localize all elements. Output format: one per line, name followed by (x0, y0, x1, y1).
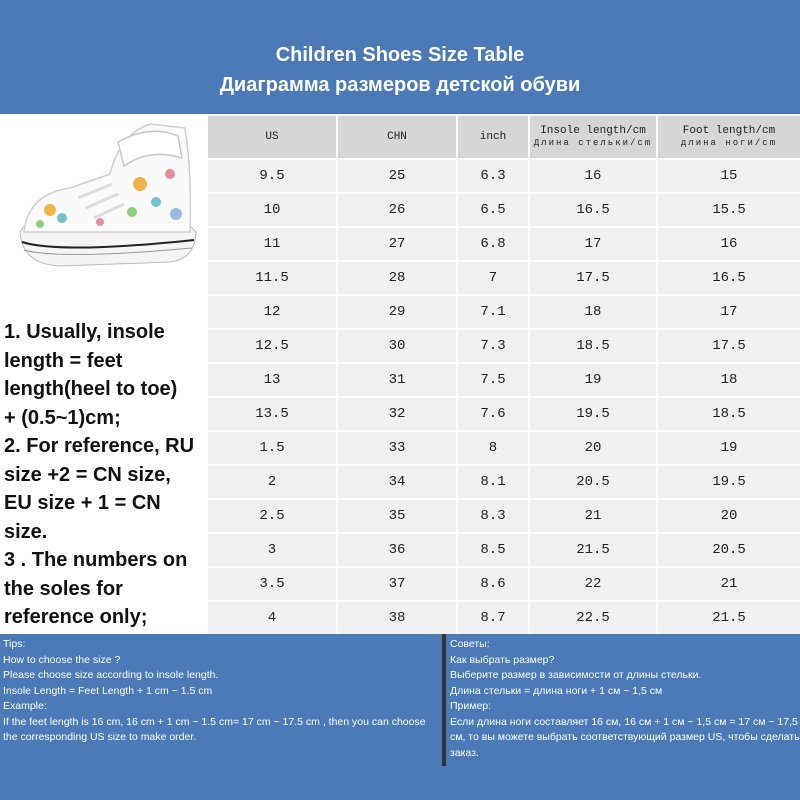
cell-us: 1.5 (207, 431, 337, 465)
header-inch: inch (457, 115, 529, 159)
cell-chn: 27 (337, 227, 457, 261)
table-row (207, 193, 800, 227)
cell-inch: 7.1 (457, 295, 529, 329)
cell-foot-length: 15 (657, 159, 800, 193)
cell-us: 13 (207, 363, 337, 397)
note-line: length(heel to toe) (4, 378, 178, 400)
table-row (207, 499, 800, 533)
cell-us: 10 (207, 193, 337, 227)
cell-us: 12 (207, 295, 337, 329)
cell-insole-length: 20 (529, 431, 657, 465)
header-insole-length: Insole length/cm Длина стельки/cm (529, 115, 657, 159)
cell-foot-length: 18 (657, 363, 800, 397)
table-row (207, 227, 800, 261)
cell-foot-length: 20.5 (657, 533, 800, 567)
cell-chn: 36 (337, 533, 457, 567)
cell-insole-length: 16.5 (529, 193, 657, 227)
size-table (206, 114, 800, 636)
cell-foot-length: 19.5 (657, 465, 800, 499)
cell-inch: 6.8 (457, 227, 529, 261)
table-row (207, 601, 800, 635)
header-banner (0, 0, 800, 114)
left-panel (0, 114, 206, 634)
note-line: length = feet (4, 349, 123, 372)
cell-insole-length: 19.5 (529, 397, 657, 431)
notes-text (4, 318, 204, 632)
cell-inch: 8.1 (457, 465, 529, 499)
cell-inch: 6.3 (457, 159, 529, 193)
cell-insole-length: 17 (529, 227, 657, 261)
tip-line: How to choose the size ? (3, 653, 121, 666)
tip-line: If the feet length is 16 cm, 16 cm + 1 cm ~ 1.5 cm= 17 cm ~ 17.5 cm , then you can choose the corresponding US size to make order. (3, 715, 426, 743)
cell-foot-length: 18.5 (657, 397, 800, 431)
table-row (207, 431, 800, 465)
cell-foot-length: 17.5 (657, 329, 800, 363)
cell-inch: 7.5 (457, 363, 529, 397)
cell-inch: 8.7 (457, 601, 529, 635)
cell-chn: 32 (337, 397, 457, 431)
header-chn: CHN (337, 115, 457, 159)
cell-us: 3 (207, 533, 337, 567)
cell-insole-length: 18.5 (529, 329, 657, 363)
cell-chn: 26 (337, 193, 457, 227)
title-russian: Диаграмма размеров детской обуви (219, 74, 581, 96)
table-row (207, 567, 800, 601)
table-row (207, 295, 800, 329)
cell-chn: 35 (337, 499, 457, 533)
cell-us: 3.5 (207, 567, 337, 601)
cell-chn: 34 (337, 465, 457, 499)
tips-russian (446, 634, 800, 800)
table-row (207, 261, 800, 295)
tip-line: Insole Length = Feet Length + 1 cm ~ 1.5 cm (3, 684, 213, 697)
cell-inch: 8.6 (457, 567, 529, 601)
cell-foot-length: 17 (657, 295, 800, 329)
tip-line: Example: (3, 700, 47, 712)
tip-line: Длина стельки = длина ноги + 1 см ~ 1,5 см (450, 684, 663, 697)
cell-foot-length: 16 (657, 227, 800, 261)
cell-inch: 6.5 (457, 193, 529, 227)
cell-inch: 7.6 (457, 397, 529, 431)
cell-foot-length: 19 (657, 431, 800, 465)
cell-us: 11 (207, 227, 337, 261)
cell-us: 2.5 (207, 499, 337, 533)
cell-chn: 37 (337, 567, 457, 601)
note-line: the soles for (4, 577, 123, 600)
size-table-container (206, 114, 800, 634)
cell-chn: 30 (337, 329, 457, 363)
cell-us: 12.5 (207, 329, 337, 363)
tip-line: Please choose size according to insole length. (3, 669, 219, 681)
sneaker-image (0, 114, 206, 304)
table-row (207, 329, 800, 363)
table-row (207, 533, 800, 567)
note-line: EU size + 1 = CN (4, 492, 161, 514)
cell-insole-length: 20.5 (529, 465, 657, 499)
cell-inch: 8.5 (457, 533, 529, 567)
header-us: US (207, 115, 337, 159)
tip-line: Пример: (450, 700, 492, 712)
table-header-row (207, 115, 800, 159)
tip-line: Если длина ноги составляет 16 см, 16 см + 1 см ~ 1,5 см = 17 см ~ 17,5 см, то вы можете выбрать соответствующий размер US, чтобы сделать заказ. (450, 715, 800, 759)
table-row (207, 397, 800, 431)
cell-inch: 7 (457, 261, 529, 295)
tip-line: Tips: (3, 638, 26, 650)
cell-insole-length: 19 (529, 363, 657, 397)
cell-inch: 7.3 (457, 329, 529, 363)
note-line: 1. Usually, insole (4, 321, 165, 343)
header-foot-length: Foot length/cm длина ноги/cm (657, 115, 800, 159)
note-line: + (0.5~1)cm; (4, 406, 121, 429)
cell-us: 13.5 (207, 397, 337, 431)
cell-insole-length: 22 (529, 567, 657, 601)
tips-english (0, 634, 442, 800)
cell-us: 4 (207, 601, 337, 635)
cell-chn: 31 (337, 363, 457, 397)
cell-chn: 25 (337, 159, 457, 193)
note-line: 2. For reference, RU (4, 435, 195, 457)
cell-inch: 8 (457, 431, 529, 465)
cell-foot-length: 15.5 (657, 193, 800, 227)
cell-us: 9.5 (207, 159, 337, 193)
cell-insole-length: 21.5 (529, 533, 657, 567)
cell-foot-length: 21 (657, 567, 800, 601)
cell-chn: 28 (337, 261, 457, 295)
cell-inch: 8.3 (457, 499, 529, 533)
tip-line: Выберите размер в зависимости от длины стельки. (450, 669, 702, 681)
note-line: 3 . The numbers on (4, 549, 188, 571)
cell-insole-length: 22.5 (529, 601, 657, 635)
note-line: size. (4, 520, 48, 543)
title-english: Children Shoes Size Table (275, 44, 525, 66)
tip-line: Как выбрать размер? (450, 653, 555, 666)
cell-us: 11.5 (207, 261, 337, 295)
table-row (207, 465, 800, 499)
cell-insole-length: 18 (529, 295, 657, 329)
cell-chn: 38 (337, 601, 457, 635)
tip-line: Советы: (450, 638, 490, 650)
note-line: size +2 = CN size, (4, 463, 171, 486)
cell-foot-length: 20 (657, 499, 800, 533)
cell-foot-length: 21.5 (657, 601, 800, 635)
cell-foot-length: 16.5 (657, 261, 800, 295)
table-row (207, 363, 800, 397)
table-row (207, 159, 800, 193)
cell-chn: 33 (337, 431, 457, 465)
cell-insole-length: 17.5 (529, 261, 657, 295)
cell-chn: 29 (337, 295, 457, 329)
cell-insole-length: 21 (529, 499, 657, 533)
cell-insole-length: 16 (529, 159, 657, 193)
cell-us: 2 (207, 465, 337, 499)
note-line: reference only; (4, 606, 148, 628)
